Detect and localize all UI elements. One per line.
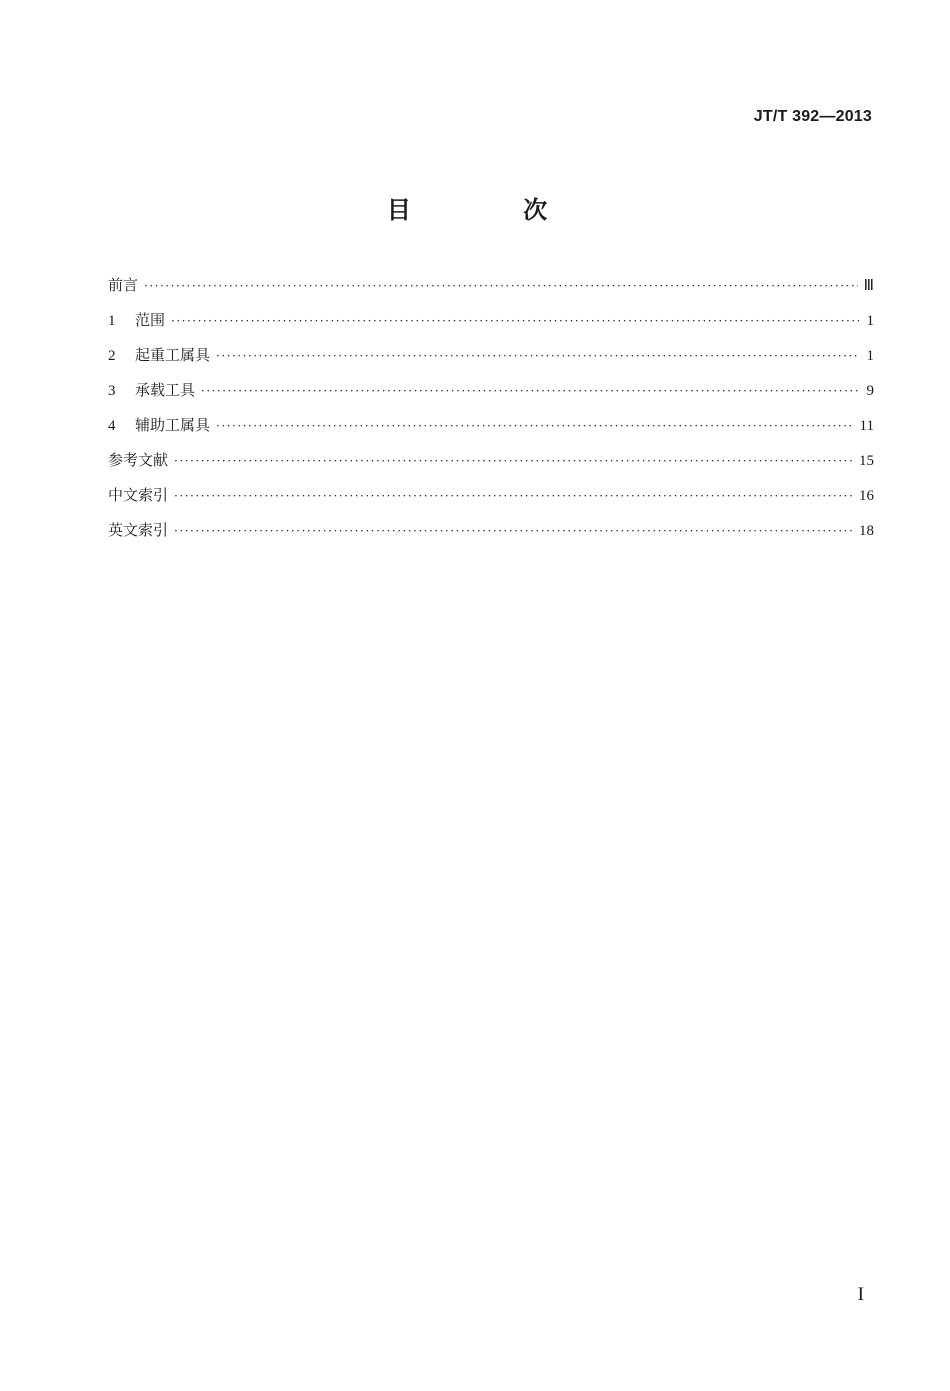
toc-entry-page: 16 <box>859 488 874 504</box>
toc-dot-leader <box>171 304 860 339</box>
toc-dot-leader <box>216 339 860 374</box>
toc-entry-references[interactable] <box>108 443 874 478</box>
toc-entry-page: Ⅲ <box>863 278 874 294</box>
toc-entry-lifting-attachments[interactable] <box>108 338 874 373</box>
toc-entry-label: 参考文献 <box>108 451 169 469</box>
toc-entry-label: 承载工具 <box>135 381 196 399</box>
table-of-contents <box>108 268 874 548</box>
toc-entry-number: 2 <box>108 348 116 364</box>
toc-entry-auxiliary-attachments[interactable] <box>108 408 874 443</box>
toc-dot-leader <box>216 409 854 444</box>
toc-entry-page: 11 <box>859 418 874 434</box>
toc-entry-label: 英文索引 <box>108 521 169 539</box>
toc-entry-page: 15 <box>859 453 874 469</box>
toc-entry-label: 范围 <box>135 311 166 329</box>
toc-dot-leader <box>174 444 853 479</box>
toc-entry-scope[interactable] <box>108 303 874 338</box>
page-number: I <box>857 1284 864 1305</box>
toc-entry-page: 1 <box>866 348 874 364</box>
toc-dot-leader <box>174 514 853 549</box>
toc-entry-label: 起重工属具 <box>135 346 211 364</box>
toc-entry-foreword[interactable] <box>108 268 874 303</box>
toc-dot-leader <box>201 374 860 409</box>
page-title: 目 次 <box>386 196 600 224</box>
toc-dot-leader <box>144 269 858 304</box>
toc-entry-load-carrying-tools[interactable] <box>108 373 874 408</box>
toc-entry-label: 前言 <box>108 276 139 294</box>
toc-dot-leader <box>174 479 853 514</box>
toc-entry-page: 9 <box>866 383 874 399</box>
toc-entry-number: 4 <box>108 418 116 434</box>
toc-entry-chinese-index[interactable] <box>108 478 874 513</box>
toc-entry-page: 1 <box>866 313 874 329</box>
toc-entry-label: 辅助工属具 <box>135 416 211 434</box>
toc-entry-english-index[interactable] <box>108 513 874 548</box>
standard-code: JT/T 392—2013 <box>753 108 872 125</box>
toc-entry-number: 3 <box>108 383 116 399</box>
toc-entry-number: 1 <box>108 313 116 329</box>
toc-entry-label: 中文索引 <box>108 486 169 504</box>
toc-entry-page: 18 <box>859 523 874 539</box>
